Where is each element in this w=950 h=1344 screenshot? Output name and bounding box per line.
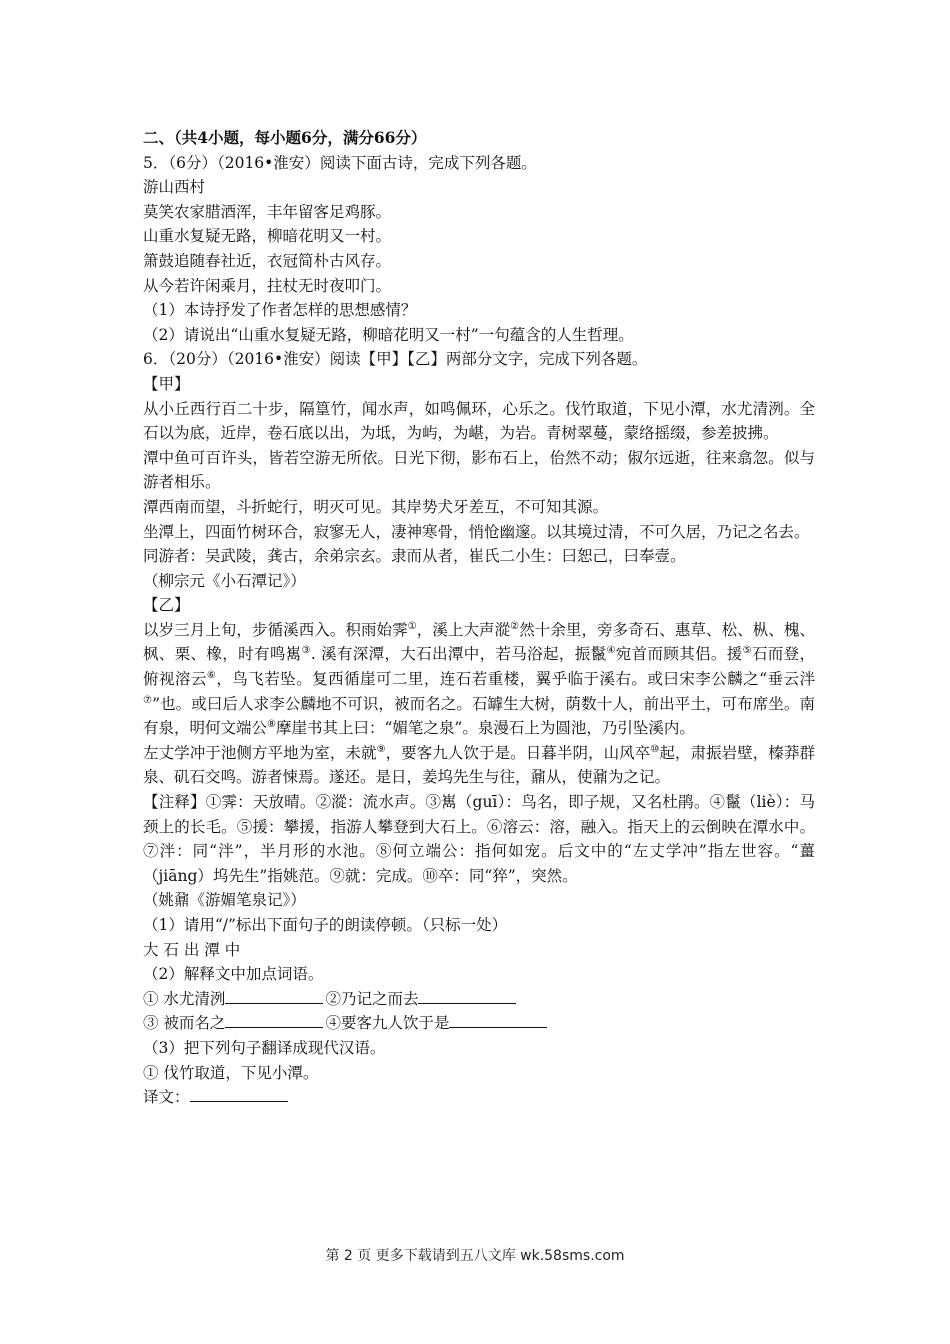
yi-paragraph-2 (143, 741, 815, 790)
footnote-marker: ⑥ (206, 669, 217, 681)
q6-stem: 6．（20分）（2016•淮安）阅读【甲】【乙】两部分文字，完成下列各题。 (143, 350, 648, 369)
q5-sub2: （2）请说出“山重水复疑无路，柳暗花明又一村”一句蕴含的人生哲理。 (143, 325, 634, 344)
yi-label: 【乙】 (143, 596, 190, 615)
jia-paragraph: 从小丘西行百二十步，隔篁竹，闻水声，如鸣佩环，心乐之。伐竹取道，下见小潭，水尤清洌。全石以为底，近岸，卷石底以出，为坻，为屿，为嵁，为岩。青树翠蔓，蒙络摇缀，参差披拂。 (143, 399, 815, 443)
poem-line: 山重水复疑无路，柳暗花明又一村。 (143, 227, 392, 246)
footnote-marker: ② (510, 620, 520, 632)
fill-item-label: ③ 被而名之 (143, 1014, 226, 1033)
jia-paragraph: 同游者：吴武陵，龚古，余弟宗玄。隶而从者，崔氏二小生：曰恕己，曰奉壹。 (143, 547, 686, 566)
jia-paragraph: 潭西南而望，斗折蛇行，明灭可见。其岸势犬牙差互，不可知其源。 (143, 497, 609, 516)
jia-label: 【甲】 (143, 374, 190, 393)
footnote-marker: ⑤ (742, 645, 752, 657)
answer-blank[interactable] (225, 1013, 323, 1028)
fill-item-label: ① 水尤清洌 (143, 989, 226, 1008)
fill-row (143, 987, 815, 1012)
yi-text: ”也。或曰后人求李公麟地不可识，被而名之。石罅生大树，荫数十人，前出平土，可布席坐。南有泉，明何文端公 (143, 694, 815, 738)
document-body (143, 126, 815, 1110)
yi-text: 宛首而顾其侣。援 (615, 645, 743, 664)
yi-text: ，鸟飞若坠。复西循崖可二里，连石若重楼，翼乎临于溪右。或曰宋李公麟之“垂云泮 (216, 670, 815, 689)
footnote-marker: ⑧ (267, 719, 276, 731)
answer-blank[interactable] (418, 989, 516, 1004)
yi-text: ，溪上大声漎 (416, 620, 511, 639)
footnote-marker: ⑦ (143, 694, 153, 706)
yi-source: （姚鼐《游媚笔泉记》） (143, 891, 306, 910)
q6-sub3-item: ① 伐竹取道，下见小潭。 (143, 1063, 319, 1082)
q6-sub1-sentence: 大 石 出 潭 中 (143, 940, 241, 959)
translation-blank[interactable] (190, 1087, 288, 1102)
footnote-marker: ④ (606, 645, 616, 657)
jia-source: （柳宗元《小石潭记》） (143, 571, 306, 590)
poem-line: 从今若许闲乘月，拄杖无时夜叩门。 (143, 276, 392, 295)
page-footer: 第 2 页 更多下载请到五八文库 wk.58sms.com (325, 1248, 625, 1264)
footnote-marker: ⑨ (376, 743, 386, 755)
q6-sub3: （3）把下列句子翻译成现代汉语。 (143, 1038, 386, 1057)
poem-line: 莫笑农家腊酒浑，丰年留客足鸡豚。 (143, 202, 392, 221)
yi-text: ，要客九人饮于是。日暮半阴，山风卒 (385, 743, 651, 762)
poem-title: 游山西村 (143, 178, 206, 197)
yi-paragraph-1 (143, 618, 815, 741)
yi-text: 摩崖书其上曰：“媚笔之泉”。泉漫石上为圆池，乃引坠溪内。 (275, 719, 695, 738)
fill-item-label: ②乃记之而去 (325, 989, 419, 1008)
footnote-marker: ⑩ (650, 743, 660, 755)
section-header: 二、（共4小题，每小题6分，满分66分） (143, 128, 427, 147)
yi-text: 石而登，俯视溶云 (143, 645, 815, 689)
q5-sub1: （1）本诗抒发了作者怎样的思想感情？ (143, 301, 417, 320)
translation-label: 译文： (143, 1088, 190, 1107)
footnote-marker: ③ (301, 645, 311, 657)
yi-text: 以岁三月上旬，步循溪西入。积雨始霁 (143, 620, 408, 639)
footnote-marker: ① (407, 620, 417, 632)
yi-text: 起，肃振岩壁，榛莽群泉、矶石交鸣。游者悚焉。遂还。是日，姜坞先生与往，鼐从，使鼐为之记。 (143, 743, 815, 787)
answer-blank[interactable] (225, 989, 323, 1004)
annotations: 【注释】①霁：天放晴。②漎：流水声。③嶲（guī）：鸟名，即子规，又名杜鹃。④鬣（liè）：马颈上的长毛。⑤援：攀援，指游人攀登到大石上。⑥溶云：溶，融入。指天上的云倒映在潭水中。⑦泮：同“泮”，半月形的水池。⑧何立端公：指何如宠。后文中的“左丈学冲”指左世容。“薑（jiāng）坞先生”指姚范。⑨就：完成。⑩卒：同“猝”，突然。 (143, 793, 815, 885)
answer-blank[interactable] (449, 1013, 547, 1028)
q6-sub2: （2）解释文中加点词语。 (143, 965, 324, 984)
yi-text: . 溪有深潭，大石出潭中，若马浴起，振鬣 (310, 645, 607, 664)
jia-paragraph: 坐潭上，四面竹树环合，寂寥无人，凄神寒骨，悄怆幽邃。以其境过清，不可久居，乃记之名去。 (143, 522, 810, 541)
fill-item-label: ④要客九人饮于是 (325, 1014, 450, 1033)
q5-stem: 5．（6分）（2016•淮安）阅读下面古诗，完成下列各题。 (143, 153, 537, 172)
yi-text: 左丈学冲于池侧方平地为室，未就 (143, 743, 377, 762)
poem-line: 箫鼓追随春社近，衣冠简朴古风存。 (143, 251, 392, 270)
translation-row (143, 1085, 815, 1110)
fill-row (143, 1011, 815, 1036)
q6-sub1: （1）请用“/”标出下面句子的朗读停顿。（只标一处） (143, 916, 508, 934)
jia-paragraph: 潭中鱼可百许头，皆若空游无所依。日光下彻，影布石上，佁然不动；俶尔远逝，往来翕忽。似与游者相乐。 (143, 448, 815, 492)
yi-text: 然十余里，旁多奇石、惠草、松、枞、槐、枫、栗、橡，时有鸣嶲 (143, 620, 815, 664)
